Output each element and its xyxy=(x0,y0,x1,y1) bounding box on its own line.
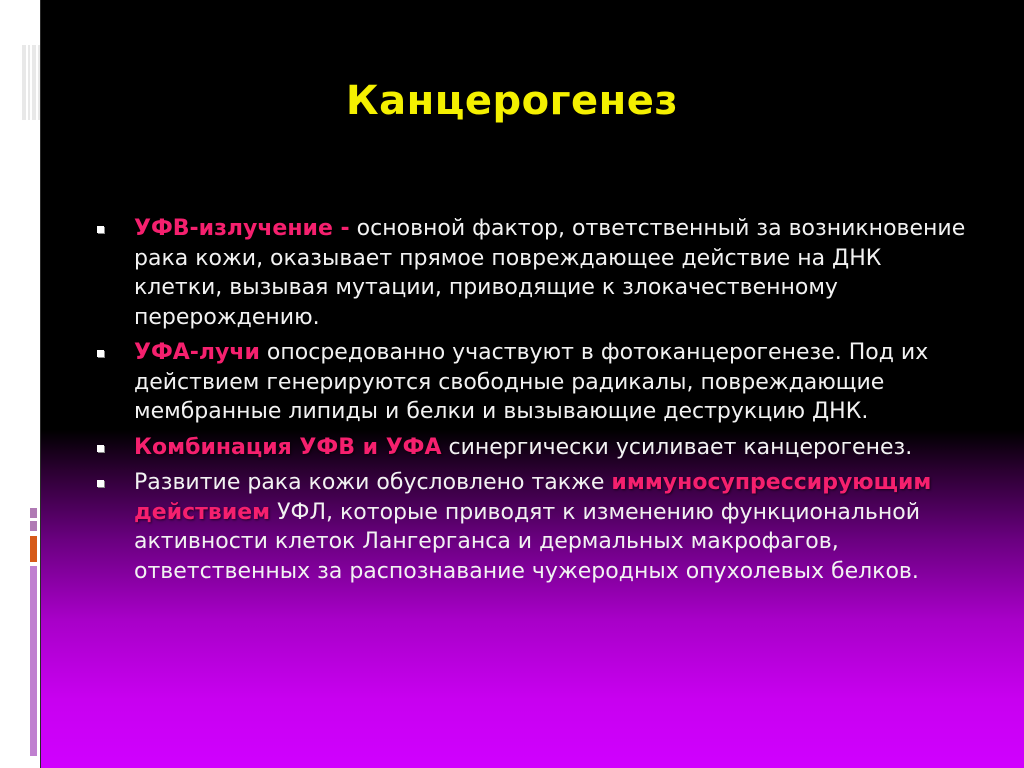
bullet-item xyxy=(95,468,975,586)
decor-bar-mauve-1 xyxy=(30,508,37,518)
bullet-text: опосредованно участвуют в фотоканцерогенезе. Под их действием генерируются свободные радикалы, повреждающие мембранные липиды и белки и вызывающие деструкцию ДНК. xyxy=(134,340,929,424)
decor-bar-mauve-2 xyxy=(30,521,37,531)
decor-bar-orange xyxy=(30,536,37,562)
bullet-highlight: иммуносупрессирующим действием xyxy=(134,470,932,525)
bullet-square-icon xyxy=(97,480,104,487)
bullet-text: УФЛ, которые приводят к изменению функциональной активности клеток Лангерганса и дермальных макрофагов, ответственных за распознавание чужеродных опухолевых белков. xyxy=(134,499,921,584)
bullet-square-icon xyxy=(97,445,104,452)
bullet-text: синергически усиливает канцерогенез. xyxy=(441,434,913,460)
bullet-text: основной фактор, ответственный за возникновение рака кожи, оказывает прямое повреждающее действие на ДНК клетки, вызывая мутации, приводящие к злокачественному перерождению. xyxy=(134,216,966,330)
bullet-highlight: УФА-лучи xyxy=(134,340,260,365)
bullet-prefix: Развитие рака кожи обусловлено также xyxy=(134,470,612,495)
decor-bar-purple xyxy=(30,566,37,756)
bullet-item xyxy=(95,433,975,463)
slide-title: Канцерогенез xyxy=(345,78,679,124)
bullet-list xyxy=(95,214,975,592)
bullet-square-icon xyxy=(97,226,104,233)
bullet-highlight: Комбинация УФВ и УФА xyxy=(134,434,442,460)
bullet-highlight: УФВ-излучение - xyxy=(134,216,350,241)
bullet-item xyxy=(95,338,975,427)
bullet-square-icon xyxy=(97,350,104,357)
bullet-item xyxy=(95,214,975,332)
